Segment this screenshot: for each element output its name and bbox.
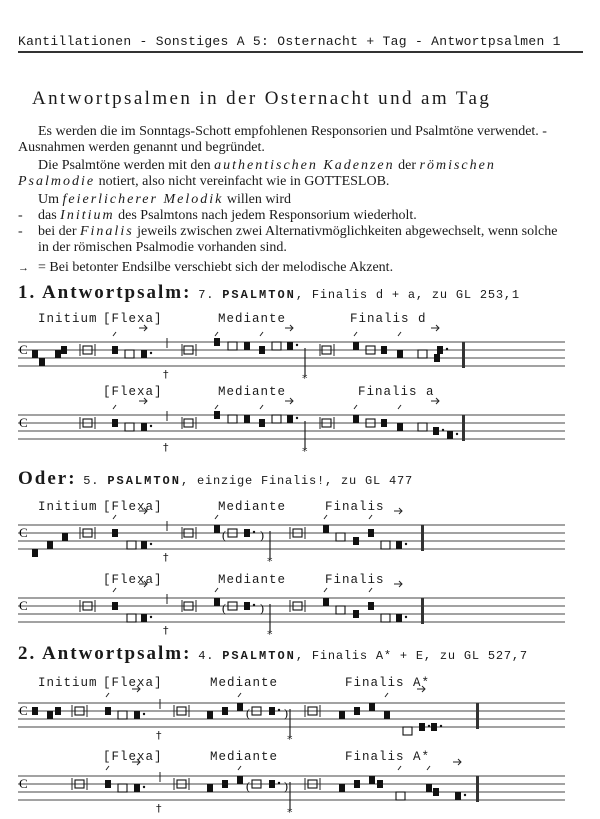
parenthesis: )	[284, 779, 288, 793]
tone-details: , einzige Finalis!, zu GL 477	[180, 474, 413, 488]
filled-note	[244, 415, 250, 423]
filled-note	[369, 776, 375, 784]
open-note	[381, 614, 390, 622]
emphasis: authentischen Kadenzen	[214, 158, 395, 173]
emphasis: römischen Psalmodie	[18, 158, 496, 189]
accent-shift-arrow-icon	[453, 759, 461, 765]
page-title: Antwortpsalmen in der Osternacht und am Tag	[32, 88, 492, 109]
final-bar	[421, 525, 424, 551]
staff-label: [Flexa]	[103, 385, 163, 399]
tone-line	[198, 288, 520, 302]
accent-mark-icon	[260, 332, 263, 336]
tone-name: PSALMTON	[222, 649, 296, 663]
filled-note	[354, 780, 360, 788]
accent-mark-icon	[113, 515, 116, 519]
tone-details: , Finalis A* + E, zu GL 527,7	[295, 649, 528, 663]
parenthesis: (	[246, 706, 250, 720]
filled-note	[353, 415, 359, 423]
filled-note	[426, 784, 432, 792]
open-note	[418, 350, 427, 358]
asterisk-icon: *	[267, 628, 273, 641]
staff-label: [Flexa]	[103, 500, 163, 514]
intro-paragraph-2	[18, 158, 578, 190]
note-dot	[150, 543, 152, 545]
tone-number: 5.	[83, 474, 100, 488]
filled-note	[433, 427, 439, 435]
filled-note	[222, 707, 228, 715]
arrow-icon: →	[18, 262, 29, 274]
filled-note	[447, 431, 453, 439]
filled-note	[437, 346, 443, 354]
open-note	[336, 533, 345, 541]
accent-mark-icon	[398, 766, 401, 770]
tone-line	[83, 474, 413, 488]
accent-shift-arrow-icon	[394, 581, 402, 587]
staff-label: Finalis a	[358, 385, 435, 399]
filled-note	[32, 350, 38, 358]
open-note	[272, 415, 281, 423]
section-heading	[18, 282, 520, 304]
filled-note	[141, 423, 147, 431]
emphasis: feierlicherer Melodik	[62, 192, 224, 207]
note-dot	[405, 616, 407, 618]
filled-note	[339, 711, 345, 719]
accent-mark-icon	[215, 332, 218, 336]
staff-label: Mediante	[210, 750, 279, 764]
note-dot	[405, 543, 407, 545]
parenthesis: )	[260, 601, 264, 615]
staff-label: Finalis A*	[345, 676, 431, 690]
note-dot	[456, 433, 458, 435]
final-bar	[421, 598, 424, 624]
accent-mark-icon	[260, 405, 263, 409]
open-note	[272, 342, 281, 350]
filled-note	[244, 602, 250, 610]
text: Um	[38, 192, 63, 207]
emphasis: Finalis	[79, 224, 134, 239]
parenthesis: (	[222, 528, 226, 542]
accent-shift-arrow-icon	[285, 325, 293, 331]
staff-label: Finalis	[325, 500, 385, 514]
asterisk-icon: *	[287, 806, 293, 819]
bullet-dash: -	[18, 208, 23, 223]
intro-paragraph-1: Es werden die im Sonntags-Schott empfohlenen Responsorien und Psalmtöne verwendet. - Ausnahmen werden genannt und begründet.	[18, 124, 547, 155]
open-note	[228, 342, 237, 350]
dagger-icon: †	[156, 802, 162, 815]
filled-note	[55, 707, 61, 715]
accent-mark-icon	[398, 332, 401, 336]
accent-mark-icon	[238, 693, 241, 697]
accent-mark-icon	[324, 588, 327, 592]
note-dot	[296, 344, 298, 346]
open-note	[396, 792, 405, 800]
note-dot	[464, 794, 466, 796]
staff-label: Mediante	[218, 312, 287, 326]
accent-mark-icon	[113, 588, 116, 592]
dagger-icon: †	[163, 624, 169, 637]
staff-label: Mediante	[218, 385, 287, 399]
filled-note	[214, 598, 220, 606]
dagger-icon: †	[156, 729, 162, 742]
text: bei der	[38, 224, 80, 239]
staff-label: Finalis A*	[345, 750, 431, 764]
open-note	[118, 784, 127, 792]
parenthesis: (	[222, 601, 226, 615]
filled-note	[354, 707, 360, 715]
asterisk-icon: *	[287, 733, 293, 746]
text: des Psalmtons nach jedem Responsorium wiederholt.	[114, 208, 417, 223]
filled-note	[259, 346, 265, 354]
filled-note	[244, 529, 250, 537]
open-note	[228, 415, 237, 423]
final-bar	[476, 776, 479, 802]
accent-shift-arrow-icon	[394, 508, 402, 514]
text: Die Psalmtöne werden mit den	[38, 158, 215, 173]
filled-note	[368, 529, 374, 537]
c-clef-icon: C	[19, 776, 28, 791]
accent-mark-icon	[398, 405, 401, 409]
note-dot	[278, 709, 280, 711]
filled-note	[237, 703, 243, 711]
filled-note	[105, 707, 111, 715]
open-note	[125, 423, 134, 431]
music-staff	[0, 513, 600, 563]
accent-mark-icon	[113, 405, 116, 409]
open-note	[125, 350, 134, 358]
filled-note	[32, 707, 38, 715]
tone-details: , Finalis d + a, zu GL 253,1	[295, 288, 520, 302]
section-heading	[18, 643, 528, 665]
staff-label: Mediante	[210, 676, 279, 690]
music-staff	[0, 586, 600, 636]
tone-number: 7.	[198, 288, 215, 302]
music-staff	[0, 691, 600, 741]
filled-note	[47, 711, 53, 719]
staff-label: Initium	[38, 500, 98, 514]
filled-note	[434, 354, 440, 362]
dagger-icon: †	[163, 368, 169, 381]
page-header: Kantillationen - Sonstiges A 5: Osternacht + Tag - Antwortpsalmen 1	[18, 34, 583, 53]
parenthesis: )	[260, 528, 264, 542]
heading-text: 2. Antwortpsalm:	[18, 643, 192, 664]
dagger-icon: †	[163, 441, 169, 454]
filled-note	[353, 610, 359, 618]
emphasis: Initium	[60, 208, 115, 223]
c-clef-icon: C	[19, 703, 28, 718]
text: das	[38, 208, 61, 223]
open-note	[381, 541, 390, 549]
filled-note	[396, 541, 402, 549]
filled-note	[323, 598, 329, 606]
filled-note	[353, 342, 359, 350]
note-dot	[428, 725, 430, 727]
dagger-icon: †	[163, 551, 169, 564]
staff-label: Mediante	[218, 573, 287, 587]
staff-label: Mediante	[218, 500, 287, 514]
music-staff	[0, 764, 600, 814]
filled-note	[455, 792, 461, 800]
accent-mark-icon	[215, 588, 218, 592]
staff-label: Initium	[38, 676, 98, 690]
intro-paragraph-3	[38, 192, 578, 208]
filled-note	[134, 784, 140, 792]
bullet-dash: -	[18, 224, 23, 239]
tone-name: PSALMTON	[222, 288, 296, 302]
note-dot	[143, 713, 145, 715]
c-clef-icon: C	[19, 415, 28, 430]
filled-note	[112, 419, 118, 427]
music-staff	[0, 330, 600, 380]
staff-label: Finalis	[325, 573, 385, 587]
note-dot	[150, 352, 152, 354]
filled-note	[207, 784, 213, 792]
filled-note	[222, 780, 228, 788]
c-clef-icon: C	[19, 342, 28, 357]
open-note	[336, 606, 345, 614]
text: notiert, also nicht vereinfacht wie in GOTTESLOB.	[95, 174, 390, 189]
final-bar	[462, 415, 465, 441]
parenthesis: )	[284, 706, 288, 720]
accent-mark-icon	[354, 405, 357, 409]
c-clef-icon: C	[19, 598, 28, 613]
open-note	[403, 727, 412, 735]
filled-note	[384, 711, 390, 719]
filled-note	[141, 541, 147, 549]
asterisk-icon: *	[302, 445, 308, 458]
filled-note	[377, 780, 383, 788]
staff-label: [Flexa]	[103, 573, 163, 587]
final-bar	[462, 342, 465, 368]
open-note	[127, 614, 136, 622]
filled-note	[368, 602, 374, 610]
filled-note	[353, 537, 359, 545]
filled-note	[269, 707, 275, 715]
accent-mark-icon	[385, 693, 388, 697]
filled-note	[55, 350, 61, 358]
filled-note	[62, 533, 68, 541]
note-dot	[150, 425, 152, 427]
filled-note	[39, 358, 45, 366]
filled-note	[214, 338, 220, 346]
accent-mark-icon	[238, 766, 241, 770]
accent-shift-arrow-icon	[285, 398, 293, 404]
filled-note	[396, 614, 402, 622]
filled-note	[339, 784, 345, 792]
filled-note	[259, 419, 265, 427]
filled-note	[287, 342, 293, 350]
open-note	[418, 423, 427, 431]
filled-note	[141, 350, 147, 358]
note-dot	[440, 725, 442, 727]
accent-mark-icon	[106, 693, 109, 697]
filled-note	[61, 346, 67, 354]
text: jeweils zwischen zwei Alternativmöglichkeiten abgewechselt, wenn solche in der römischen Psalmodie vorhanden sind.	[38, 224, 558, 255]
note-dot	[296, 417, 298, 419]
parenthesis: (	[246, 779, 250, 793]
filled-note	[431, 723, 437, 731]
accent-mark-icon	[106, 766, 109, 770]
filled-note	[244, 342, 250, 350]
tone-number: 4.	[198, 649, 215, 663]
filled-note	[369, 703, 375, 711]
staff-label: Finalis d	[350, 312, 427, 326]
final-bar	[476, 703, 479, 729]
text: = Bei betonter Endsilbe verschiebt sich der melodische Akzent.	[38, 260, 394, 275]
note-dot	[442, 429, 444, 431]
staff-label: [Flexa]	[103, 312, 163, 326]
accent-mark-icon	[369, 515, 372, 519]
note-dot	[253, 604, 255, 606]
filled-note	[214, 525, 220, 533]
staff-label: Initium	[38, 312, 98, 326]
filled-note	[381, 346, 387, 354]
accent-shift-arrow-icon	[431, 325, 439, 331]
bullet-2	[18, 224, 578, 256]
accent-mark-icon	[215, 515, 218, 519]
tone-name: PSALMTON	[107, 474, 181, 488]
arrow-note	[18, 260, 578, 276]
asterisk-icon: *	[267, 555, 273, 568]
accent-mark-icon	[324, 515, 327, 519]
note-dot	[143, 786, 145, 788]
filled-note	[397, 350, 403, 358]
filled-note	[32, 549, 38, 557]
staff-label: [Flexa]	[103, 750, 163, 764]
text: willen wird	[223, 192, 291, 207]
filled-note	[134, 711, 140, 719]
filled-note	[112, 529, 118, 537]
accent-mark-icon	[215, 405, 218, 409]
staff-label: [Flexa]	[103, 676, 163, 690]
note-dot	[278, 782, 280, 784]
filled-note	[323, 525, 329, 533]
asterisk-icon: *	[302, 372, 308, 385]
filled-note	[287, 415, 293, 423]
accent-mark-icon	[369, 588, 372, 592]
text: der	[394, 158, 420, 173]
note-dot	[150, 616, 152, 618]
note-dot	[446, 348, 448, 350]
filled-note	[112, 602, 118, 610]
heading-text: Oder:	[18, 468, 77, 489]
filled-note	[269, 780, 275, 788]
accent-mark-icon	[113, 332, 116, 336]
bullet-1	[18, 208, 578, 224]
note-dot	[253, 531, 255, 533]
open-note	[118, 711, 127, 719]
filled-note	[237, 776, 243, 784]
open-note	[127, 541, 136, 549]
filled-note	[381, 419, 387, 427]
music-staff	[0, 403, 600, 453]
filled-note	[112, 346, 118, 354]
filled-note	[397, 423, 403, 431]
tone-line	[198, 649, 528, 663]
c-clef-icon: C	[19, 525, 28, 540]
filled-note	[207, 711, 213, 719]
filled-note	[47, 541, 53, 549]
accent-mark-icon	[354, 332, 357, 336]
filled-note	[141, 614, 147, 622]
filled-note	[419, 723, 425, 731]
filled-note	[214, 411, 220, 419]
accent-mark-icon	[427, 766, 430, 770]
heading-text: 1. Antwortpsalm:	[18, 282, 192, 303]
filled-note	[433, 788, 439, 796]
section-heading	[18, 468, 413, 490]
filled-note	[105, 780, 111, 788]
